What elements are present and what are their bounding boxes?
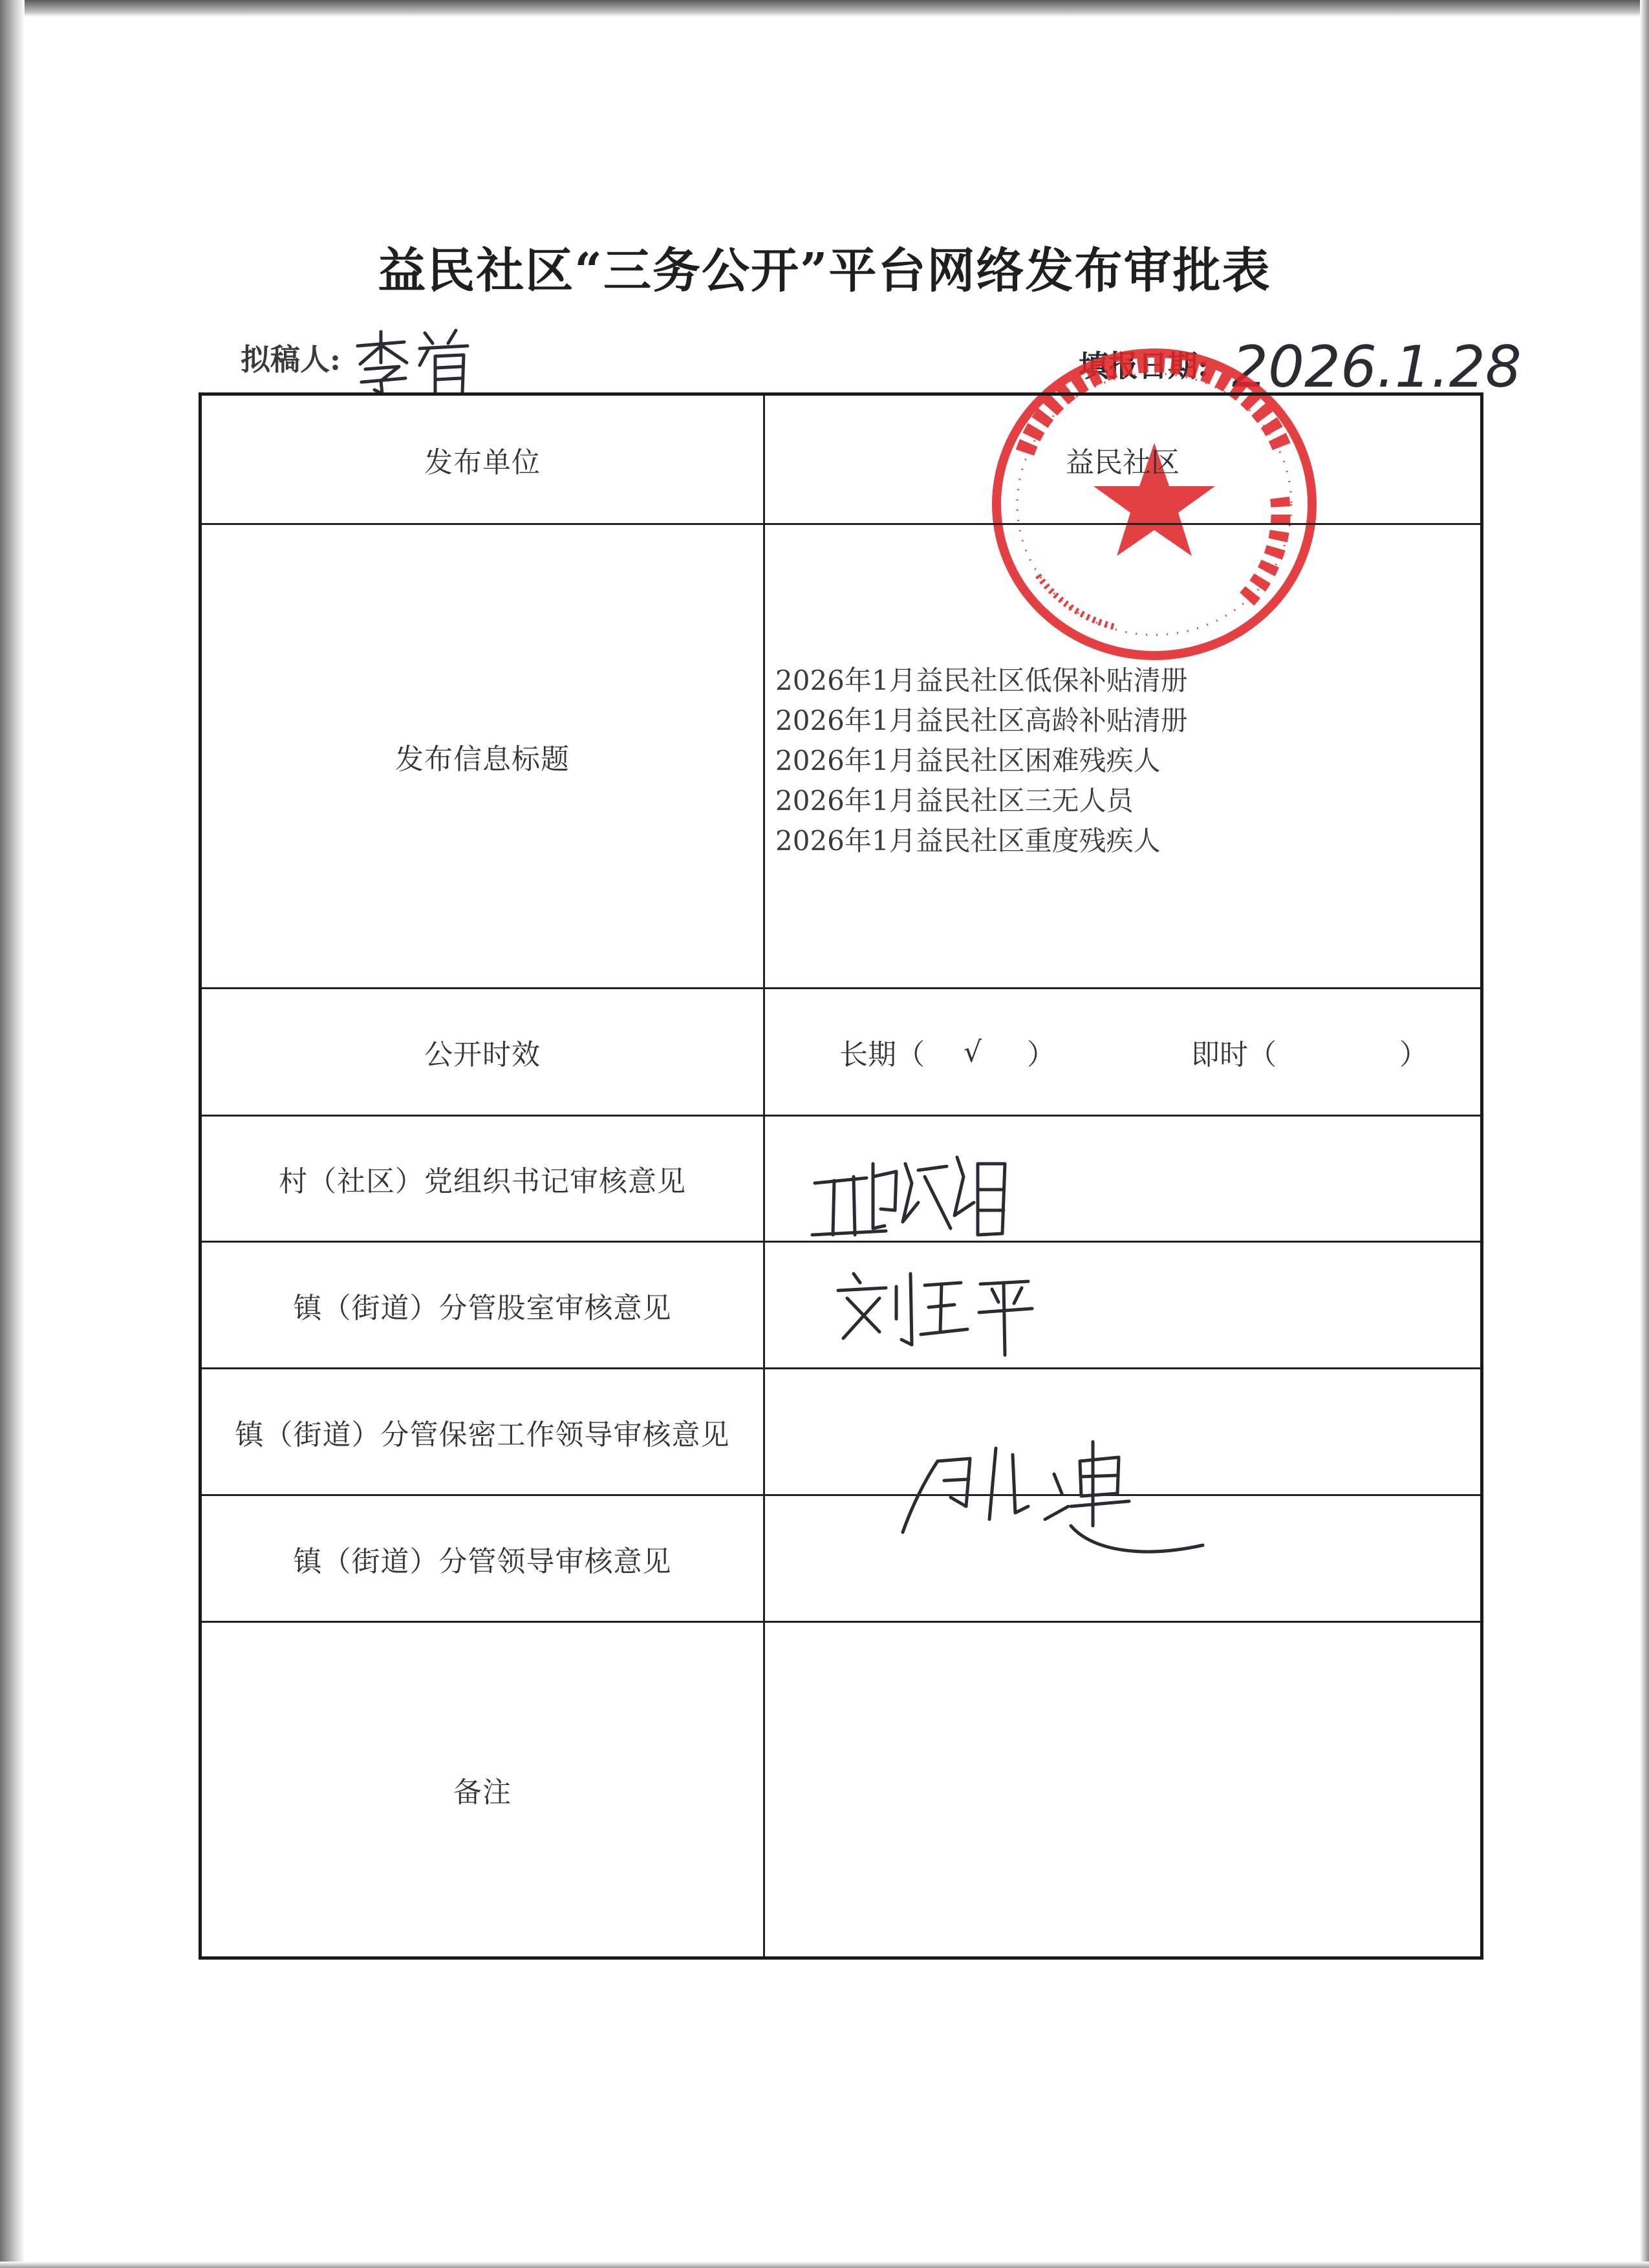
column-divider [763, 1496, 765, 1621]
row-secrecy-leader [202, 1369, 1480, 1496]
fill-date-label: 填报日期: [1079, 348, 1209, 383]
drafter-signature [352, 326, 482, 398]
immediate-option: 即时（ [1191, 1038, 1277, 1071]
fill-date-value: 2026.1.28 [1232, 334, 1522, 400]
info-title-item: 2026年1月益民社区困难残疾人 [775, 745, 1161, 776]
row-validity [202, 989, 1480, 1117]
info-title-list [775, 661, 1188, 861]
validity-label: 公开时效 [424, 1038, 541, 1071]
info-title-item: 2026年1月益民社区低保补贴清册 [775, 665, 1188, 696]
row-publisher [202, 396, 1480, 525]
check-mark-icon: √ [964, 1035, 982, 1069]
remarks-label: 备注 [453, 1776, 512, 1809]
document-title: 益民社区“三务公开”平台网络发布审批表 [378, 243, 1271, 299]
info-title-item: 2026年1月益民社区高龄补贴清册 [775, 705, 1188, 736]
scan-edge-left [0, 0, 25, 2268]
town-leader-label: 镇（街道）分管领导审核意见 [293, 1545, 672, 1578]
row-town-leader [202, 1496, 1480, 1623]
validity-value [765, 989, 1480, 1115]
publisher-value: 益民社区 [1066, 445, 1180, 479]
row-remarks [202, 1623, 1480, 1956]
secrecy-leader-signature [899, 1435, 1209, 1565]
scan-edge-right [1640, 0, 1649, 2268]
row-info-titles [202, 525, 1480, 989]
drafter-label: 拟稿人: [241, 342, 341, 377]
close-paren: ） [1027, 1038, 1056, 1071]
secrecy-leader-label: 镇（街道）分管保密工作领导审核意见 [235, 1418, 730, 1451]
remarks-value [765, 1623, 1480, 1956]
town-office-label: 镇（街道）分管股室审核意见 [293, 1291, 672, 1325]
party-secretary-label: 村（社区）党组织书记审核意见 [279, 1165, 686, 1198]
info-title-item: 2026年1月益民社区重度残疾人 [775, 825, 1161, 857]
scan-edge-top [0, 0, 1649, 17]
validity-options [765, 1031, 1480, 1073]
info-titles-value [765, 525, 1480, 987]
scan-edge-bottom [0, 2262, 1649, 2268]
town-office-signature [834, 1267, 1041, 1358]
close-paren: ） [1399, 1038, 1428, 1071]
publisher-label: 发布单位 [424, 445, 541, 479]
column-divider [763, 1117, 765, 1241]
column-divider [763, 1369, 765, 1494]
party-secretary-signature [808, 1138, 1015, 1267]
column-divider [763, 1243, 765, 1367]
info-title-item: 2026年1月益民社区三无人员 [775, 785, 1134, 817]
long-term-option: 长期（ [839, 1038, 925, 1071]
info-titles-label: 发布信息标题 [395, 742, 570, 776]
